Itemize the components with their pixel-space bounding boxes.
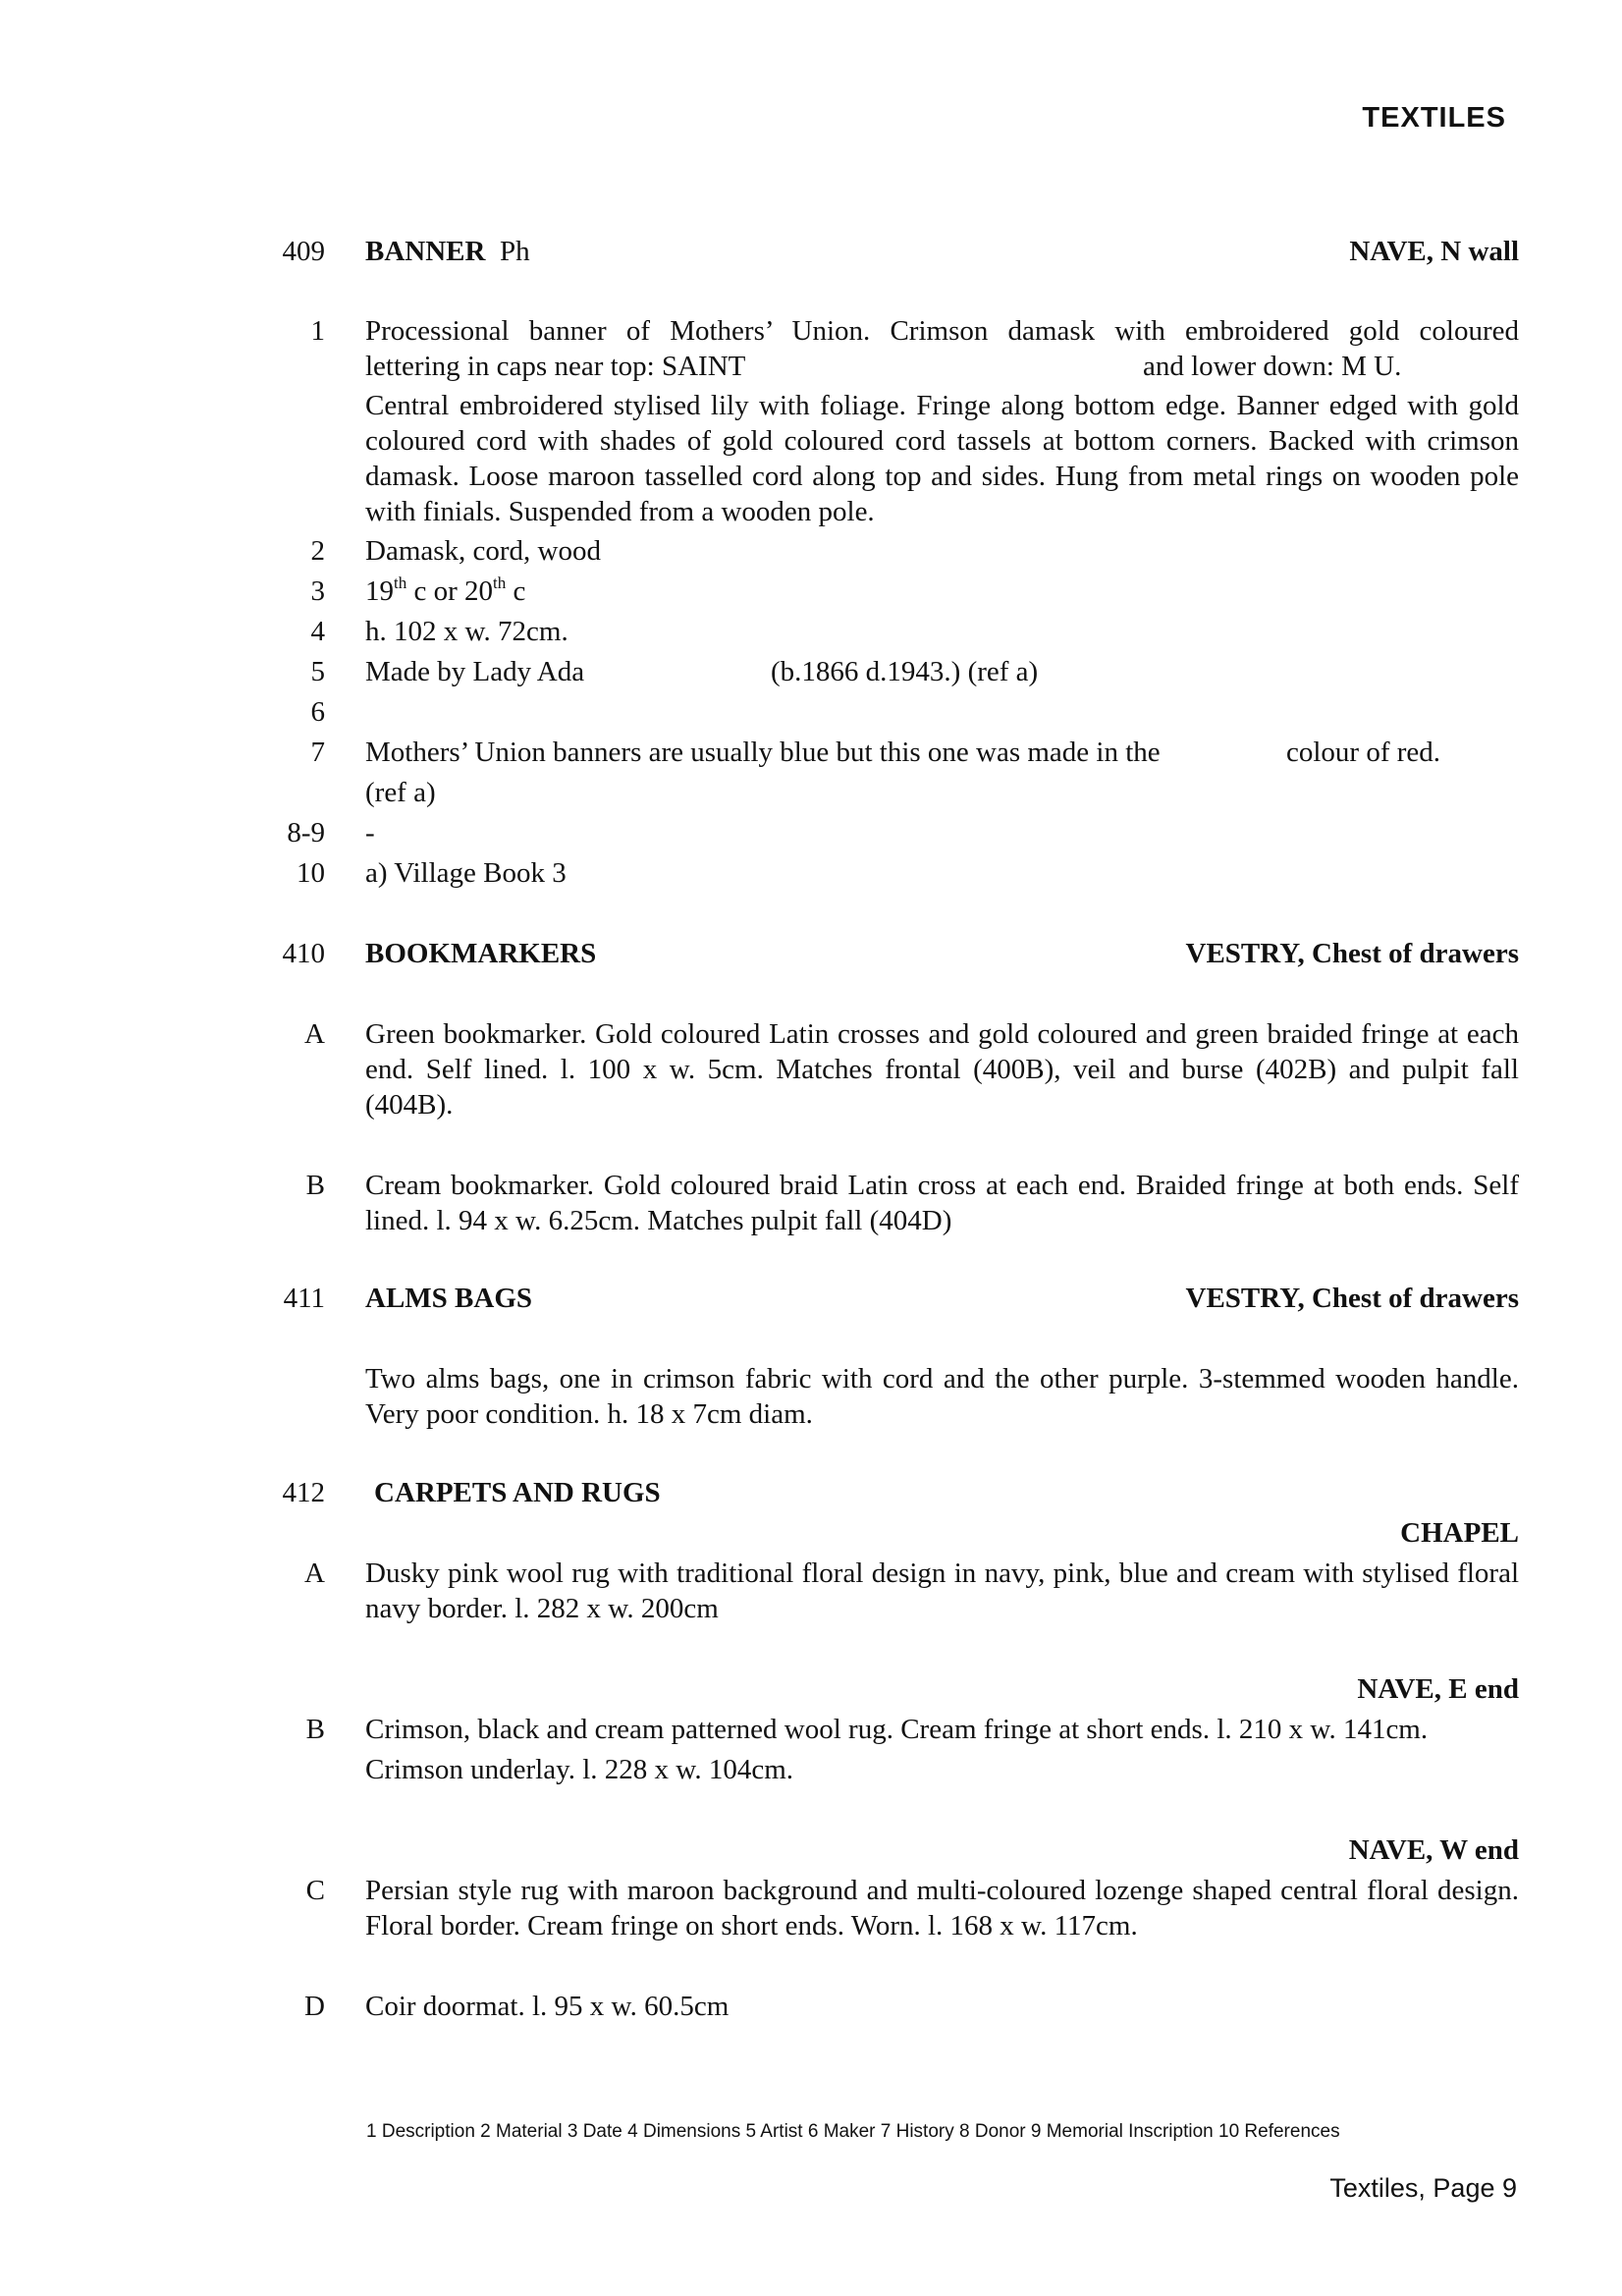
field-value: - (365, 817, 375, 848)
field-number: 10 (297, 857, 325, 889)
field-number: 6 (310, 696, 325, 728)
field-number: 3 (310, 575, 325, 607)
item-letter: D (304, 1991, 325, 2022)
field-value: (ref a) (365, 777, 436, 808)
entry-number: 412 (282, 1477, 325, 1508)
item-letter: A (304, 1018, 325, 1050)
item-text: Crimson underlay. l. 228 x w. 104cm. (365, 1754, 794, 1785)
item-text: Coir doormat. l. 95 x w. 60.5cm (365, 1991, 730, 2022)
field-value: a) Village Book 3 (365, 857, 567, 889)
item-letter: B (305, 1170, 325, 1201)
field-number: 4 (310, 616, 325, 647)
entry-location: NAVE, E end (1357, 1673, 1519, 1705)
field-value: Made by Lady Ada (b.1866 d.1943.) (ref a) (365, 656, 1039, 687)
field-value: Mothers’ Union banners are usually blue but this one was made in the colour of red. (365, 737, 1441, 768)
entry-title: BANNER (365, 236, 486, 267)
description-line: Processional banner of Mothers’ Union. Crimson damask with embroidered gold coloured (365, 315, 1519, 347)
item-text: Two alms bags, one in crimson fabric with cord and the other purple. 3-stemmed wooden handle. Very poor condition. h. 18 x 7cm diam. (365, 1363, 1519, 1430)
entry-number: 411 (283, 1283, 325, 1314)
description-text: Central embroidered stylised lily with foliage. Fringe along bottom edge. Banner edged with gold coloured cord with shades of gold coloured cord tassels at bottom corners. Backed with crimson damask. Loose maroon tasselled cord along top and sides. Hung from metal rings on wooden pole with finials. Suspended from a wooden pole. (365, 390, 1519, 527)
field-key-footer: 1 Description 2 Material 3 Date 4 Dimensions 5 Artist 6 Maker 7 History 8 Donor 9 Memorial Inscription 10 References (366, 2121, 1340, 2142)
field-number: 1 (310, 315, 325, 347)
entry-title: CARPETS AND RUGS (374, 1477, 661, 1508)
item-letter: B (305, 1714, 325, 1745)
item-text: Cream bookmarker. Gold coloured braid Latin cross at each end. Braided fringe at both ends. Self lined. l. 94 x w. 6.25cm. Matches pulpit fall (404D) (365, 1170, 1519, 1236)
item-text: Green bookmarker. Gold coloured Latin crosses and gold coloured and green braided fringe at each end. Self lined. l. 100 x w. 5cm. Matches frontal (400B), veil and burse (402B) and pulpit fall (404B). (365, 1018, 1519, 1121)
item-letter: C (305, 1875, 325, 1906)
field-value: h. 102 x w. 72cm. (365, 616, 568, 647)
entry-location: NAVE, N wall (1349, 236, 1519, 267)
entry-location: VESTRY, Chest of drawers (1185, 938, 1519, 969)
entry-number: 409 (282, 236, 325, 267)
field-number: 5 (310, 656, 325, 687)
entry-location: NAVE, W end (1348, 1834, 1519, 1866)
field-value: Damask, cord, wood (365, 535, 602, 567)
section-heading: TEXTILES (1362, 102, 1506, 134)
entry-title: BOOKMARKERS (365, 938, 597, 969)
field-number: 7 (310, 737, 325, 768)
description-line-cont: and lower down: M U. (1143, 351, 1402, 382)
item-text: Dusky pink wool rug with traditional floral design in navy, pink, blue and cream with stylised floral navy border. l. 282 x w. 200cm (365, 1558, 1519, 1624)
field-number: 2 (310, 535, 325, 567)
entry-number: 410 (282, 938, 325, 969)
page-number: Textiles, Page 9 (1329, 2173, 1517, 2203)
entry-suffix: Ph (499, 236, 530, 267)
field-value: 19th c or 20th c (365, 574, 526, 607)
entry-title: ALMS BAGS (365, 1283, 533, 1314)
entry-location: VESTRY, Chest of drawers (1185, 1283, 1519, 1314)
item-letter: A (304, 1558, 325, 1589)
item-text: Crimson, black and cream patterned wool rug. Cream fringe at short ends. l. 210 x w. 141cm. (365, 1714, 1429, 1745)
description-line: lettering in caps near top: SAINT (365, 351, 746, 382)
item-text: Persian style rug with maroon background and multi-coloured lozenge shaped central floral design. Floral border. Cream fringe on short ends. Worn. l. 168 x w. 117cm. (365, 1875, 1519, 1941)
field-number: 8-9 (287, 817, 325, 848)
entry-location: CHAPEL (1400, 1517, 1519, 1549)
